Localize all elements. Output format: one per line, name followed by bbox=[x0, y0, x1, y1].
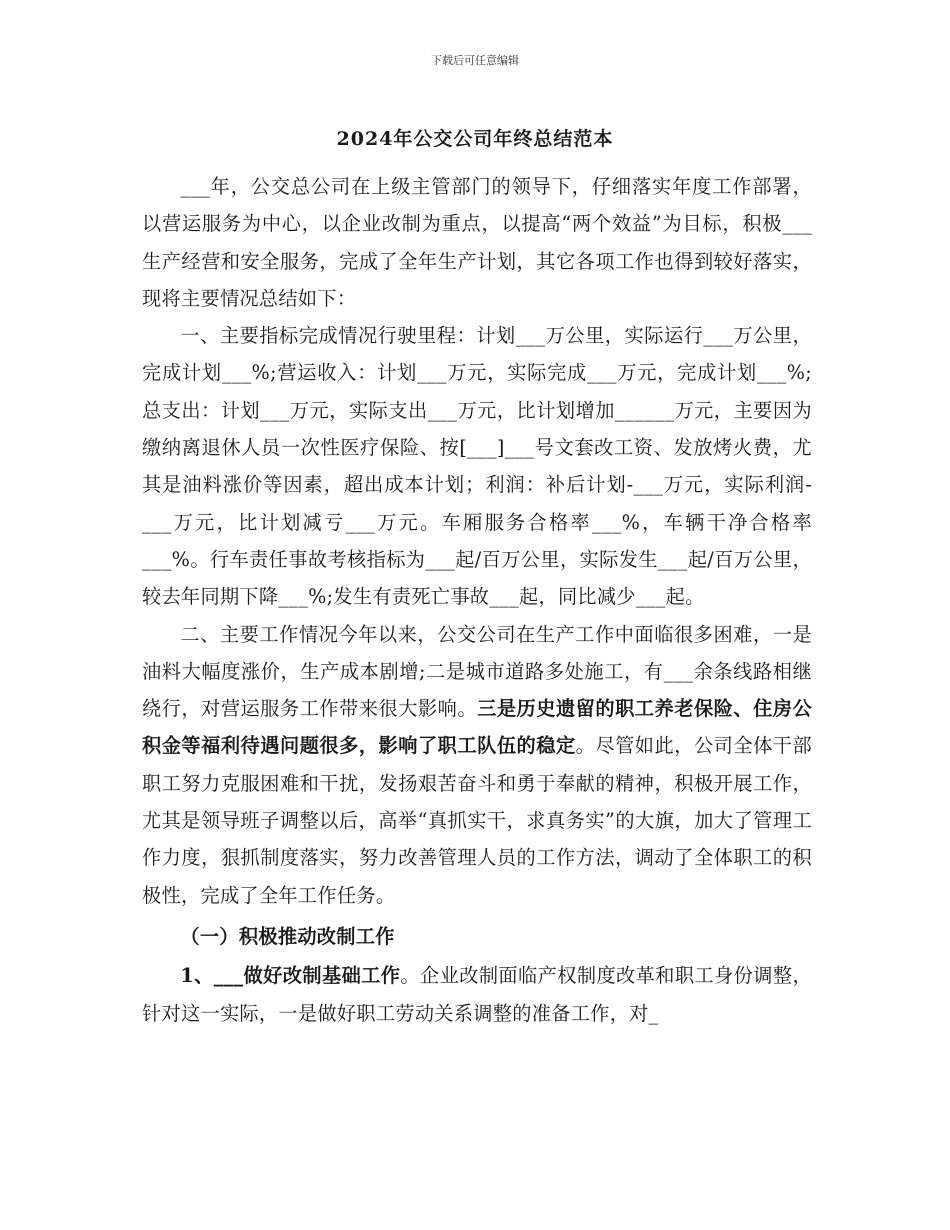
section-2-bold-text: 三是历史遗留的职工养老保险、住房公积金等福利待遇问题很多，影响了职工队伍的稳定 bbox=[142, 697, 812, 758]
document-title: 2024年公交公司年终总结范本 bbox=[336, 128, 614, 150]
subheading-1: （一）积极推动改制工作 bbox=[180, 924, 395, 948]
item-1-text: 。企业改制面临产权制度改革和职工身份调整，针对这一实际，一是做好职工劳动关系调整的准备工作，对_ bbox=[142, 964, 812, 1025]
section-2-text-b: 。尽管如此，公司全体干部职工努力克服困难和干扰，发扬艰苦奋斗和勇于奉献的精神，积极开展工作，尤其是领导班子调整以后，高举“真抓实干，求真务实”的大旗，加大了管理工作力度，狠抓制度落实，努力改善管理人员的工作方法，调动了全体职工的积极性，完成了全年工作任务。 bbox=[142, 734, 812, 907]
item-1-paragraph bbox=[142, 957, 812, 1032]
section-2-paragraph bbox=[142, 616, 812, 914]
document-body bbox=[142, 168, 812, 1032]
section-1-paragraph: 一、主要指标完成情况行驶里程：计划___万公里，实际运行___万公里，完成计划___%;营运收入：计划___万元，实际完成___万元，完成计划___%;总支出：计划___万元，实际支出___万元，比计划增加______万元，主要因为缴纳离退休人员一次性医疗保险、按[___]___号文套改工资、发放烤火费，尤其是油料涨价等因素，超出成本计划；利润：补后计划-___万元，实际利润-___万元，比计划减亏___万元。车厢服务合格率___%，车辆干净合格率___%。行车责任事故考核指标为___起/百万公里，实际发生___起/百万公里，较去年同期下降___%;发生有责死亡事故___起，同比减少___起。 bbox=[142, 324, 812, 609]
intro-paragraph: ___年，公交总公司在上级主管部门的领导下，仔细落实年度工作部署，以营运服务为中心，以企业改制为重点，以提高“两个效益”为目标，积极___生产经营和安全服务，完成了全年生产计划，其它各项工作也得到较好落实，现将主要情况总结如下： bbox=[142, 175, 812, 310]
section-2-text-a: 二、主要工作情况今年以来，公交公司在生产工作中面临很多困难，一是油料大幅度涨价，生产成本剧增;二是城市道路多处施工，有___余条线路相继绕行，对营运服务工作带来很大影响。 bbox=[142, 622, 812, 721]
item-1-heading: 1、___做好改制基础工作 bbox=[180, 964, 401, 988]
header-note: 下载后可任意编辑 bbox=[431, 54, 519, 67]
